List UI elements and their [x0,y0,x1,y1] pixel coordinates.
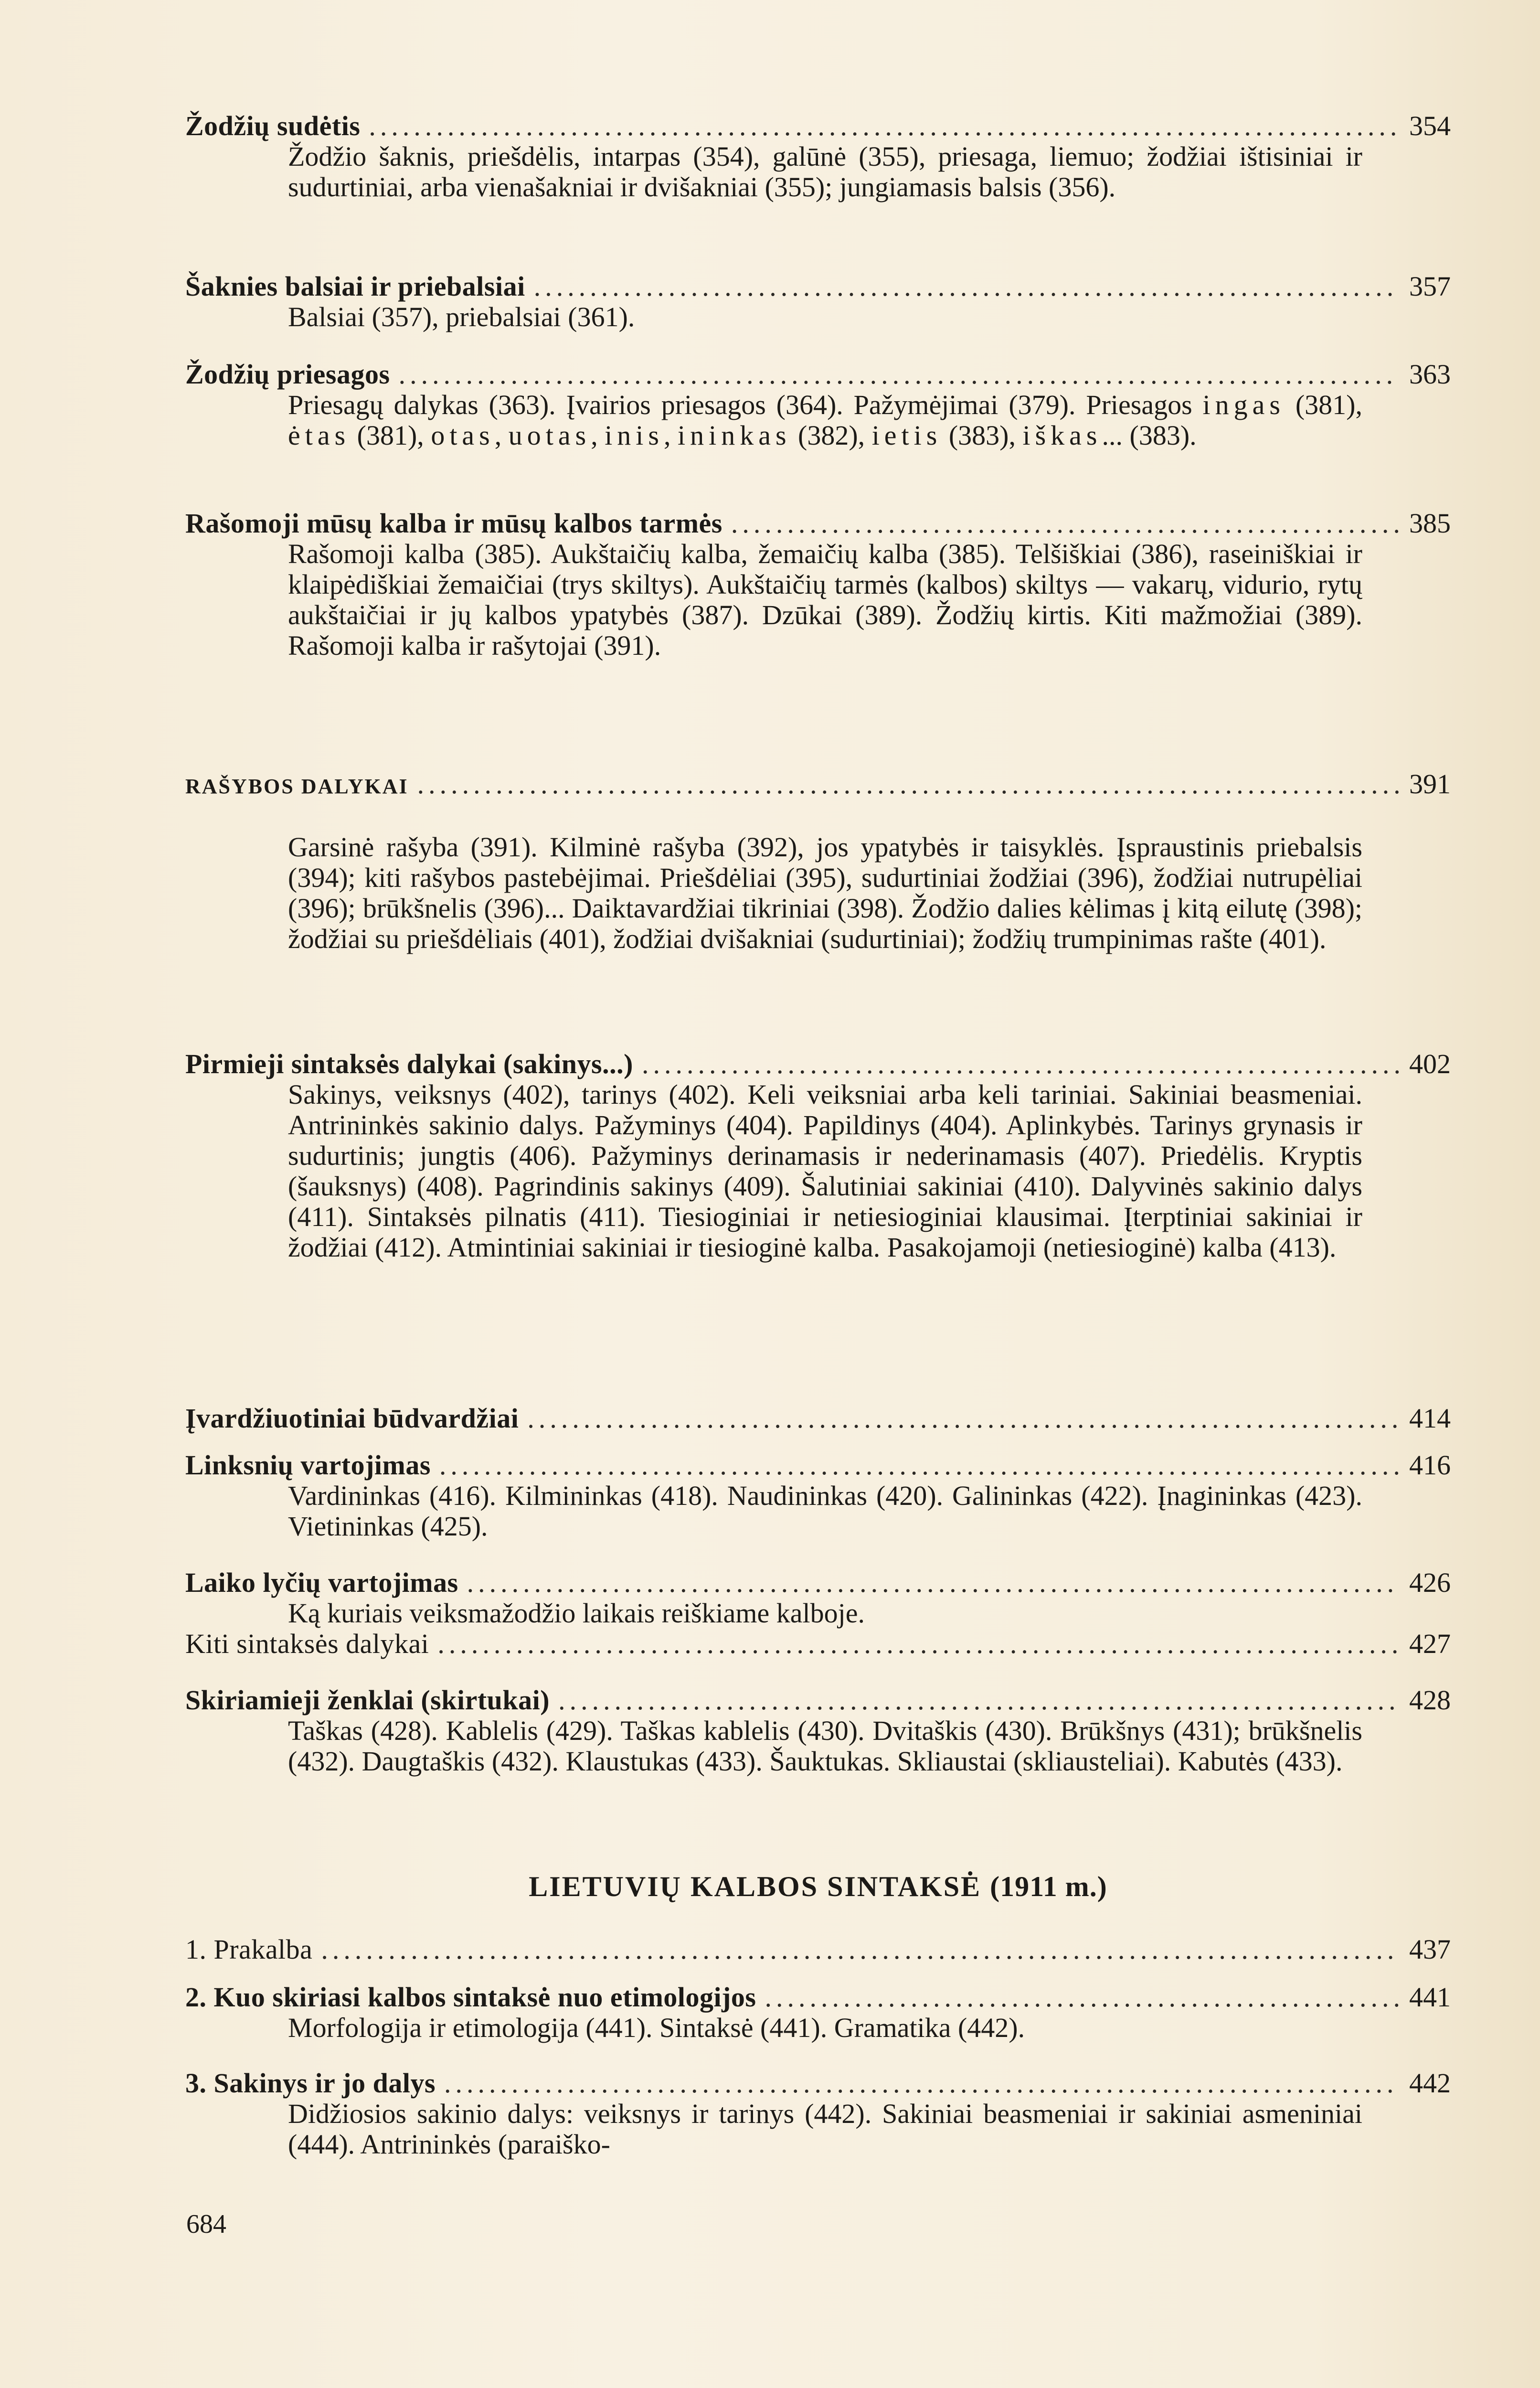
entry-page: 428 [1409,1684,1451,1716]
section-year: (1911 m.) [990,1871,1107,1902]
entry-title: Pirmieji sintaksės dalykai (sakinys...) [185,1048,633,1079]
dot-leader [534,271,1399,302]
desc-text: , [664,420,678,451]
toc-entry [185,2068,1451,2160]
suffix-iskas: iškas [1022,420,1102,451]
desc-text: (383), [942,420,1023,451]
entry-title: RAŠYBOS DALYKAI [185,775,409,798]
entry-page: 426 [1409,1567,1451,1598]
toc-entry [185,1403,1451,1434]
suffix-etas: ėtas [288,420,350,451]
entry-title: 2. Kuo skiriasi kalbos sintaksė nuo etimologijos [185,1982,756,2013]
dot-leader [765,1982,1400,2013]
toc-entry [185,359,1451,451]
entry-page: 442 [1409,2068,1451,2099]
entry-page: 363 [1409,359,1451,390]
entry-page: 437 [1409,1934,1451,1965]
dot-leader [417,769,1399,800]
section-heading [185,1870,1451,1903]
page-number: 684 [186,2209,226,2239]
dot-leader [369,111,1399,141]
dot-leader [467,1567,1399,1598]
entry-title: Įvardžiuotiniai būdvardžiai [185,1403,519,1434]
entry-title: 1. Prakalba [185,1934,313,1965]
desc-text: , [494,420,509,451]
entry-page: 416 [1409,1450,1451,1481]
toc-entry [185,1567,1451,1629]
entry-description: Ką kuriais veiksmažodžio laikais reiškiame kalboje. [288,1598,865,1629]
desc-text: , [591,420,605,451]
desc-text: Priesagų dalykas (363). Įvairios priesagos (364). Pažymėjimai (379). Priesagos [288,389,1203,420]
entry-title: Linksnių vartojimas [185,1450,431,1481]
entry-description: Sakinys, veiksnys (402), tarinys (402). Keli veiksniai arba keli tariniai. Sakiniai beasmeniai. Antrininkės sakinio dalys. Pažyminys (404). Papildinys (404). Aplinkybės. Tarinys grynasis ir sudurtinis; jungtis (406). Pažyminys derinamasis ir nederinamasis (407). Priedėlis. Kryptis (šauksnys) (408). Pagrindinis sakinys (409). Šalutiniai sakiniai (410). Dalyvinės sakinio dalys (411). Sintaksės pilnatis (411). Tiesioginiai ir netiesioginiai klausimai. Įterptiniai sakiniai ir žodžiai (412). Atmintiniai sakiniai ir tiesioginė kalba. Pasakojamoji (netiesioginė) kalba (413). [288,1079,1362,1263]
toc-entry [185,769,1451,954]
entry-description: Vardininkas (416). Kilmininkas (418). Naudininkas (420). Galininkas (422). Įnagininkas (423). Vietininkas (425). [288,1480,1362,1542]
dot-leader [444,2068,1399,2099]
desc-text: (382), [791,420,872,451]
entry-title: Žodžių sudėtis [185,110,361,141]
dot-leader [731,508,1399,539]
toc-entry [185,508,1451,661]
dot-leader [399,359,1399,390]
section-title: LIETUVIŲ KALBOS SINTAKSĖ [529,1871,982,1902]
suffix-ietis: ietis [871,420,942,451]
entry-title: Laiko lyčių vartojimas [185,1567,458,1598]
dot-leader [642,1049,1399,1079]
toc-entry [185,1685,1451,1777]
entry-description: Didžiosios sakinio dalys: veiksnys ir tarinys (442). Sakiniai beasmeniai ir sakiniai asmeniniai (444). Antrininkės (paraiško- [288,2098,1362,2160]
dot-leader [527,1403,1399,1434]
toc-entry [185,111,1451,203]
entry-page: 427 [1409,1628,1451,1659]
desc-text: (381), [350,420,431,451]
entry-page: 441 [1409,1982,1451,2013]
suffix-otas: otas [431,420,495,451]
entry-title: Žodžių priesagos [185,359,390,390]
entry-page: 354 [1409,110,1451,141]
toc-entry [185,1934,1451,1965]
suffix-uotas: uotas [508,420,591,451]
toc-entry [185,1049,1451,1263]
toc-entry [185,1982,1451,2043]
entry-description: Žodžio šaknis, priešdėlis, intarpas (354), galūnė (355), priesaga, liemuo; žodžiai ištisiniai ir sudurtiniai, arba vienašakniai ir dvišakniai (355); jungiamasis balsis (356). [288,141,1362,203]
entry-page: 391 [1409,768,1451,800]
dot-leader [437,1629,1399,1659]
entry-title: 3. Sakinys ir jo dalys [185,2068,436,2099]
entry-page: 402 [1409,1048,1451,1079]
entry-page: 357 [1409,271,1451,302]
suffix-inis: inis [605,420,664,451]
desc-text: ... (383). [1102,420,1197,451]
desc-text: (381), [1285,389,1362,420]
entry-description: Morfologija ir etimologija (441). Sintaksė (441). Gramatika (442). [288,2012,1025,2043]
entry-title: Skiriamieji ženklai (skirtukai) [185,1684,550,1716]
entry-page: 414 [1409,1403,1451,1434]
suffix-ininkas: ininkas [678,420,791,451]
toc-entry [185,271,1451,332]
entry-description: Rašomoji kalba (385). Aukštaičių kalba, žemaičių kalba (385). Telšiškiai (386), raseiniškiai ir klaipėdiškiai žemaičiai (trys skiltys). Aukštaičių tarmės (kalbos) skiltys — vakarų, vidurio, rytų aukštaičiai ir jų kalbos ypatybės (387). Dzūkai (389). Žodžių kirtis. Kiti mažmožiai (389). Rašomoji kalba ir rašytojai (391). [288,538,1362,661]
entry-title: Rašomoji mūsų kalba ir mūsų kalbos tarmės [185,508,722,539]
entry-description [288,390,1362,451]
entry-title: Kiti sintaksės dalykai [185,1628,429,1659]
entry-description: Balsiai (357), priebalsiai (361). [288,301,635,332]
dot-leader [321,1934,1399,1965]
dot-leader [439,1450,1399,1481]
dot-leader [558,1685,1399,1716]
entry-description: Garsinė rašyba (391). Kilminė rašyba (392), jos ypatybės ir taisyklės. Įspraustinis priebalsis (394); kiti rašybos pastebėjimai. Priešdėliai (395), sudurtiniai žodžiai (396), žodžiai nutrupėliai (396); brūkšnelis (396)... Daiktavardžiai tikriniai (398). Žodžio dalies kėlimas į kitą eilutę (398); žodžiai su priešdėliais (401), žodžiai dvišakniai (sudurtiniai); žodžių trumpinimas rašte (401). [288,832,1362,954]
suffix-ingas: ingas [1202,389,1285,420]
toc-entry [185,1629,1451,1659]
toc-entry [185,1450,1451,1542]
entry-description: Taškas (428). Kablelis (429). Taškas kablelis (430). Dvitaškis (430). Brūkšnys (431); brūkšnelis (432). Daugtaškis (432). Klaustukas (433). Šauktukas. Skliaustai (skliausteliai). Kabutės (433). [288,1715,1362,1777]
entry-title: Šaknies balsiai ir priebalsiai [185,271,525,302]
entry-page: 385 [1409,508,1451,539]
